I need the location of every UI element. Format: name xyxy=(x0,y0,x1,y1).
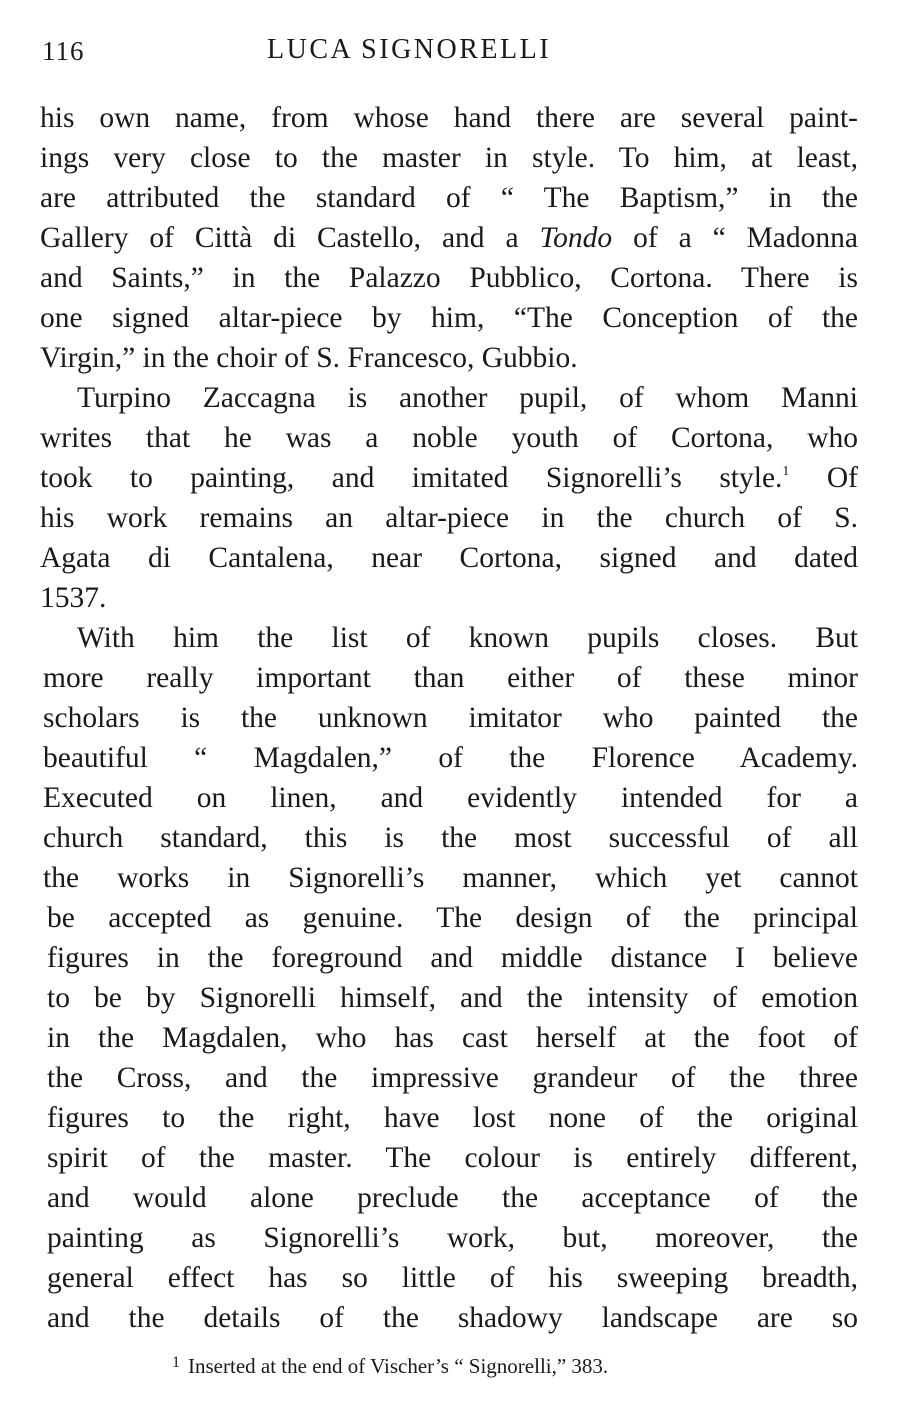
text-line: be accepted as genuine. The design of the principal xyxy=(47,902,858,934)
text-segment: took to painting, and imitated Signorelli’s style. xyxy=(40,462,783,494)
paragraph-2 xyxy=(40,378,858,618)
text-line: With him the list of known pupils closes. But xyxy=(77,622,858,654)
body-text xyxy=(40,98,858,1338)
text-line: writes that he was a noble youth of Cortona, who xyxy=(40,422,858,454)
text-line: in the Magdalen, who has cast herself at the foot of xyxy=(47,1022,858,1054)
text-line: Executed on linen, and evidently intended for a xyxy=(43,782,858,814)
text-line: and the details of the shadowy landscape are so xyxy=(47,1302,858,1334)
italic-title: Tondo xyxy=(539,222,613,254)
running-head xyxy=(40,30,860,74)
text-line: Turpino Zaccagna is another pupil, of whom Manni xyxy=(77,382,858,414)
text-line: to be by Signorelli himself, and the intensity of emotion xyxy=(47,982,858,1014)
text-segment: Of xyxy=(789,462,858,494)
footnote-reference: 1 xyxy=(782,464,790,479)
footnote-text: Inserted at the end of Vischer’s “ Signorelli,” 383. xyxy=(188,1354,609,1378)
text-line: general effect has so little of his sweeping breadth, xyxy=(47,1262,858,1294)
book-title: LUCA SIGNORELLI xyxy=(267,34,552,65)
text-line: one signed altar-piece by him, “The Conception of the xyxy=(40,302,858,334)
text-line: church standard, this is the most successful of all xyxy=(43,822,858,854)
text-line: and would alone preclude the acceptance of the xyxy=(47,1182,858,1214)
text-line: painting as Signorelli’s work, but, moreover, the xyxy=(47,1222,858,1254)
text-line xyxy=(40,458,858,498)
text-line: figures to the right, have lost none of the original xyxy=(47,1102,858,1134)
text-line: Agata di Cantalena, near Cortona, signed and dated xyxy=(40,542,858,574)
footnote xyxy=(172,1348,772,1381)
text-line: more really important than either of these minor xyxy=(43,662,858,694)
text-line: his work remains an altar-piece in the church of S. xyxy=(40,502,858,534)
text-line: figures in the foreground and middle distance I believe xyxy=(47,942,858,974)
paragraph-1 xyxy=(40,98,858,378)
text-line: his own name, from whose hand there are several paint- xyxy=(40,102,858,134)
text-segment: Gallery of Città di Castello, and a xyxy=(40,222,540,254)
text-line: are attributed the standard of “ The Baptism,” in the xyxy=(40,182,858,214)
paragraph-3 xyxy=(40,618,858,1338)
text-line: spirit of the master. The colour is entirely different, xyxy=(47,1142,858,1174)
page-number: 116 xyxy=(42,36,85,66)
text-line: the Cross, and the impressive grandeur of the three xyxy=(47,1062,858,1094)
text-line: the works in Signorelli’s manner, which yet cannot xyxy=(43,862,858,894)
text-line: beautiful “ Magdalen,” of the Florence Academy. xyxy=(43,742,858,774)
text-line: Virgin,” in the choir of S. Francesco, Gubbio. xyxy=(40,342,578,374)
text-line: 1537. xyxy=(40,582,107,614)
text-line: and Saints,” in the Palazzo Pubblico, Cortona. There is xyxy=(40,262,858,294)
text-line: scholars is the unknown imitator who painted the xyxy=(43,702,858,734)
text-segment: of a “ Madonna xyxy=(612,222,858,254)
footnote-marker: 1 xyxy=(172,1354,180,1371)
text-line xyxy=(40,218,858,258)
text-line: ings very close to the master in style. To him, at least, xyxy=(40,142,858,174)
